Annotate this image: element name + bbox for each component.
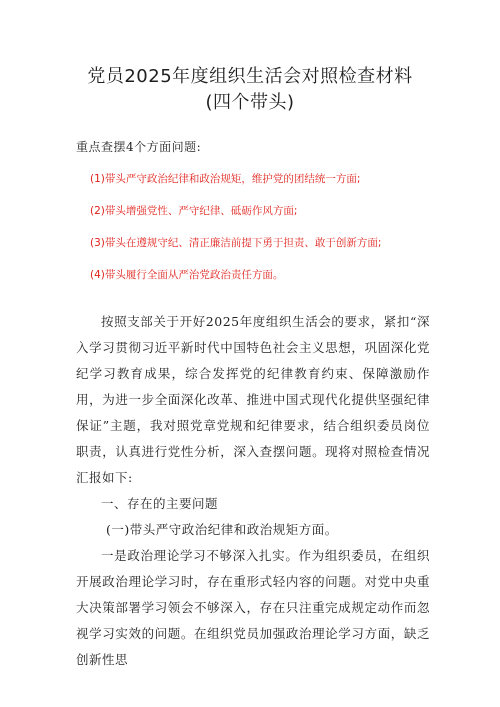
issue-list — [90, 172, 381, 300]
issue-item: (3)带头在遵规守纪、清正廉洁前提下勇于担责、敢于创新方面; — [90, 237, 382, 249]
issue-item: (1)带头严守政治纪律和政治规矩，维护党的团结统一方面; — [90, 173, 361, 185]
body-paragraph: 一是政治理论学习不够深入扎实。作为组织委员，在组织开展政治理论学习时，存在重形式轻内容的问题。对党中央重大决策部署学习领会不够深入，存在只注重完成规定动作而忽视学习实效的问题。在组织党员加强政治理论学习方面，缺乏创新性思 — [76, 548, 430, 667]
subsection-heading: (一)带头严守政治纪律和政治规矩方面。 — [106, 522, 338, 537]
section-heading: 一、存在的主要问题 — [101, 496, 219, 511]
issue-item: (2)带头增强党性、严守纪律、砥砺作风方面; — [90, 205, 298, 217]
intro-paragraph: 按照支部关于开好2025年度组织生活会的要求，紧扣“深入学习贯彻习近平新时代中国特色社会主义思想，巩固深化党纪学习教育成果，综合发挥党的纪律教育约束、保障激励作用，为进一步全面深化改革、推进中国式现代化提供坚强纪律保证”主题，我对照党章党规和纪律要求，结合组织委员岗位职责，认真进行党性分析，深入查摆问题。现将对照检查情况汇报如下: — [76, 314, 430, 485]
document-body — [76, 309, 430, 673]
document-title: 党员2025年度组织生活会对照检查材料 — [87, 66, 413, 87]
issue-item: (4)带头履行全面从严治党政治责任方面。 — [90, 269, 284, 281]
focus-label: 重点查摆4个方面问题: — [76, 140, 202, 154]
document-subtitle: (四个带头) — [205, 92, 295, 113]
